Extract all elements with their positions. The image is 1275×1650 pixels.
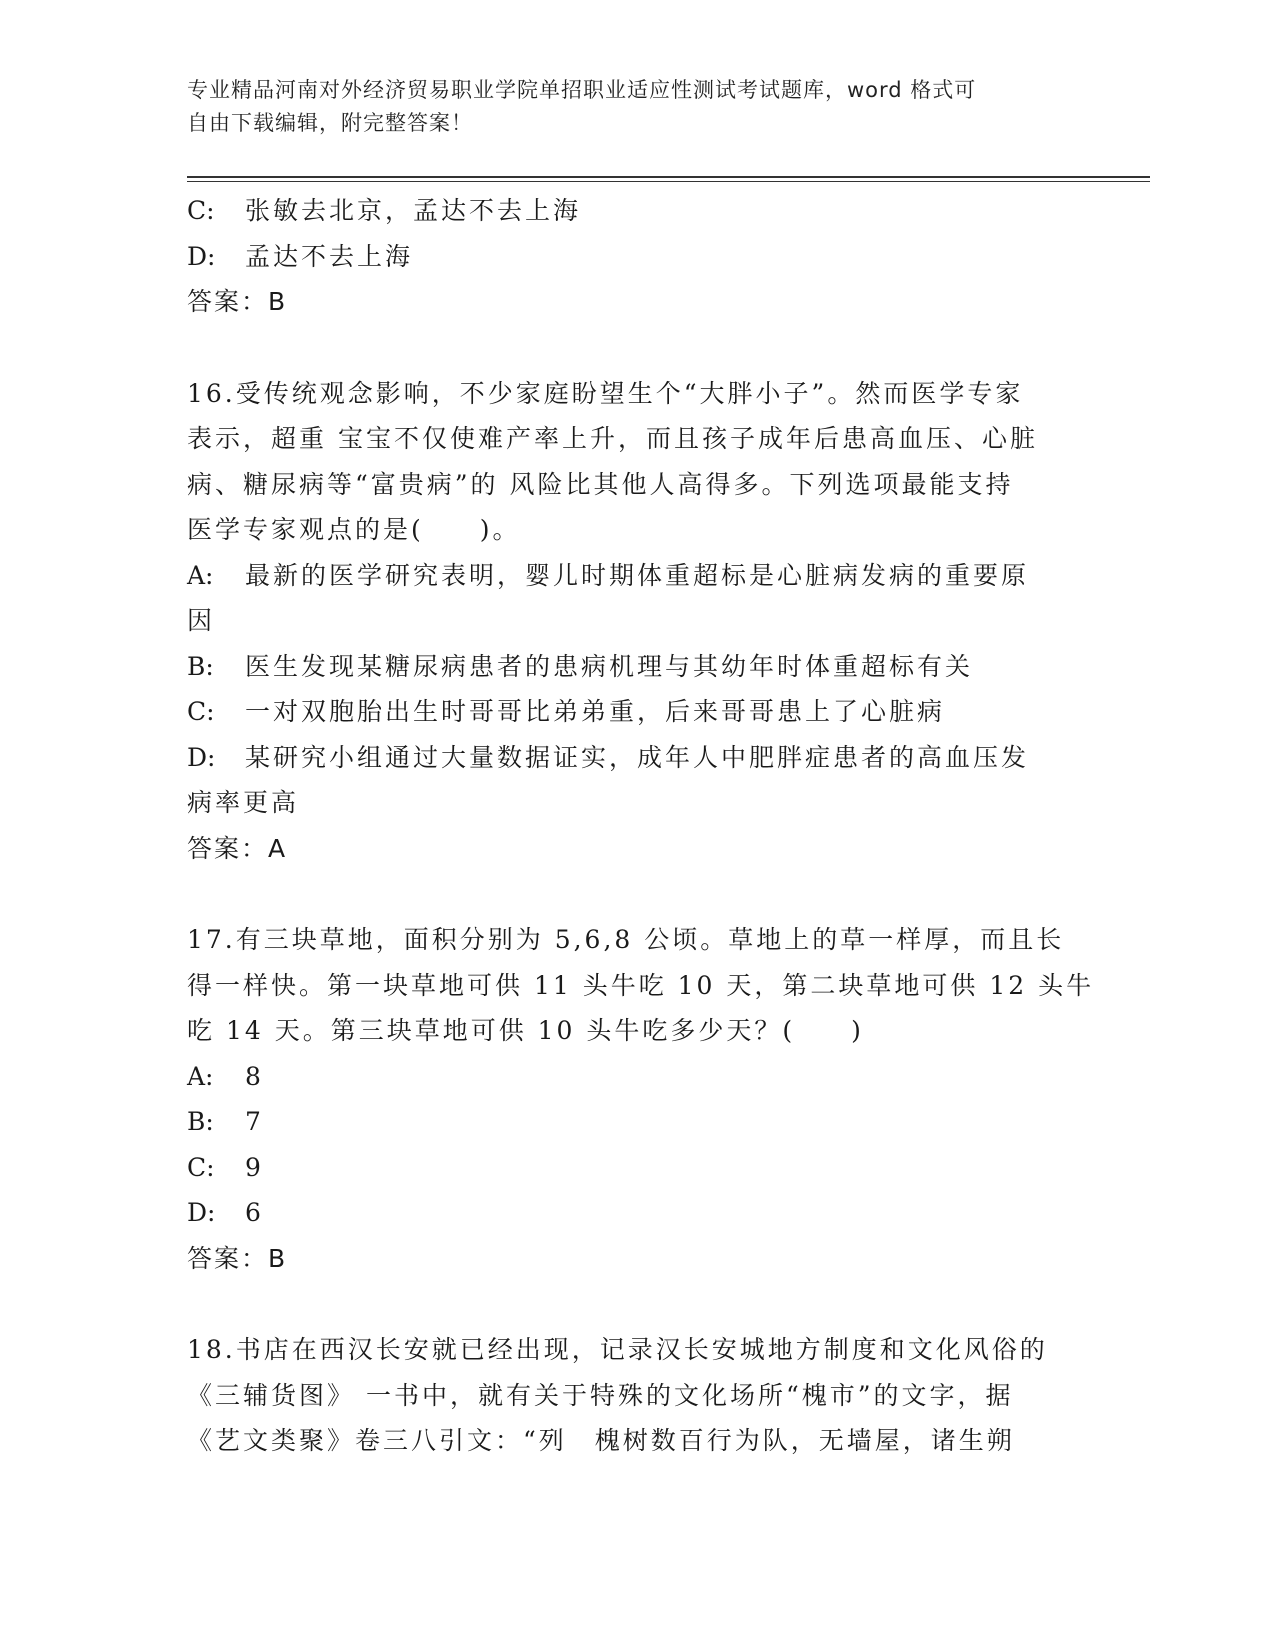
option-letter: B: xyxy=(187,651,214,681)
option-text: 孟达不去上海 xyxy=(245,241,414,271)
question-18-stem xyxy=(187,1327,1067,1464)
question-content xyxy=(187,188,1095,1464)
question-line: 《艺文类聚》卷三八引文：“列 槐树数百行为队，无墙屋，诸生朔 xyxy=(187,1426,1015,1455)
option-text: 某研究小组通过大量数据证实，成年人中肥胖症患者的高血压发 xyxy=(245,742,1030,772)
answer-15: 答案：B xyxy=(187,287,288,316)
option-b xyxy=(187,1099,1067,1145)
option-letter: B: xyxy=(187,1107,214,1136)
option-d xyxy=(187,234,1067,280)
question-line: 17.有三块草地，面积分别为 5,6,8 公顷。草地上的草一样厚，而且长 xyxy=(187,925,1065,954)
option-d xyxy=(187,735,1067,781)
option-text: 6 xyxy=(245,1198,264,1227)
question-line: 吃 14 天。第三块草地可供 10 头牛吃多少天？( ) xyxy=(187,1016,864,1045)
option-a xyxy=(187,553,1067,599)
option-text: 张敏去北京，孟达不去上海 xyxy=(245,196,582,225)
option-letter: A: xyxy=(187,560,214,590)
header-divider-thick xyxy=(187,176,1150,178)
header-divider-thin xyxy=(187,181,1150,182)
option-text: 7 xyxy=(245,1107,264,1136)
question-16-stem xyxy=(187,371,1067,553)
option-a xyxy=(187,1054,1067,1100)
question-line: 病、糖尿病等“富贵病”的 风险比其他人高得多。下列选项最能支持 xyxy=(187,469,1014,499)
question-17-options xyxy=(187,1054,1067,1236)
question-line: 《三辅货图》 一书中，就有关于特殊的文化场所“槐市”的文字，据 xyxy=(187,1380,1014,1410)
option-letter: D: xyxy=(187,241,216,271)
answer-17: 答案：B xyxy=(187,1243,288,1273)
question-line: 18.书店在西汉长安就已经出现，记录汉长安城地方制度和文化风俗的 xyxy=(187,1335,1048,1364)
option-letter: C: xyxy=(187,196,215,225)
option-c xyxy=(187,188,1067,234)
option-text: 8 xyxy=(245,1061,264,1091)
option-text: 医生发现某糖尿病患者的患病机理与其幼年时体重超标有关 xyxy=(245,651,974,681)
option-text: 最新的医学研究表明，婴儿时期体重超标是心脏病发病的重要原 xyxy=(245,560,1030,590)
option-letter: D: xyxy=(187,742,216,772)
option-letter: D: xyxy=(187,1198,216,1227)
option-c xyxy=(187,689,1067,735)
option-b xyxy=(187,644,1067,690)
option-a-continued: 因 xyxy=(187,606,216,635)
question-16-options xyxy=(187,553,1067,826)
question-line: 得一样快。第一块草地可供 11 头牛吃 10 天，第二块草地可供 12 头牛 xyxy=(187,970,1095,1000)
option-c xyxy=(187,1145,1067,1191)
question-17-stem xyxy=(187,917,1095,1054)
question-15-options xyxy=(187,188,1067,279)
option-text: 一对双胞胎出生时哥哥比弟弟重，后来哥哥患上了心脏病 xyxy=(245,697,946,726)
option-letter: C: xyxy=(187,1152,215,1182)
question-line: 16.受传统观念影响，不少家庭盼望生个“大胖小子”。然而医学专家 xyxy=(187,378,1024,408)
option-letter: C: xyxy=(187,697,215,726)
question-line: 医学专家观点的是( )。 xyxy=(187,515,521,544)
header-line-2: 自由下载编辑，附完整答案！ xyxy=(187,111,473,135)
option-d xyxy=(187,1190,1067,1236)
header-line-1: 专业精品河南对外经济贸易职业学院单招职业适应性测试考试题库，word 格式可 xyxy=(187,78,977,102)
question-line: 表示，超重 宝宝不仅使难产率上升，而且孩子成年后患高血压、心脏 xyxy=(187,424,1038,453)
option-d-continued: 病率更高 xyxy=(187,788,300,817)
answer-16: 答案：A xyxy=(187,833,288,863)
page-header xyxy=(187,74,1067,140)
option-letter: A: xyxy=(187,1061,214,1091)
option-text: 9 xyxy=(245,1152,264,1182)
